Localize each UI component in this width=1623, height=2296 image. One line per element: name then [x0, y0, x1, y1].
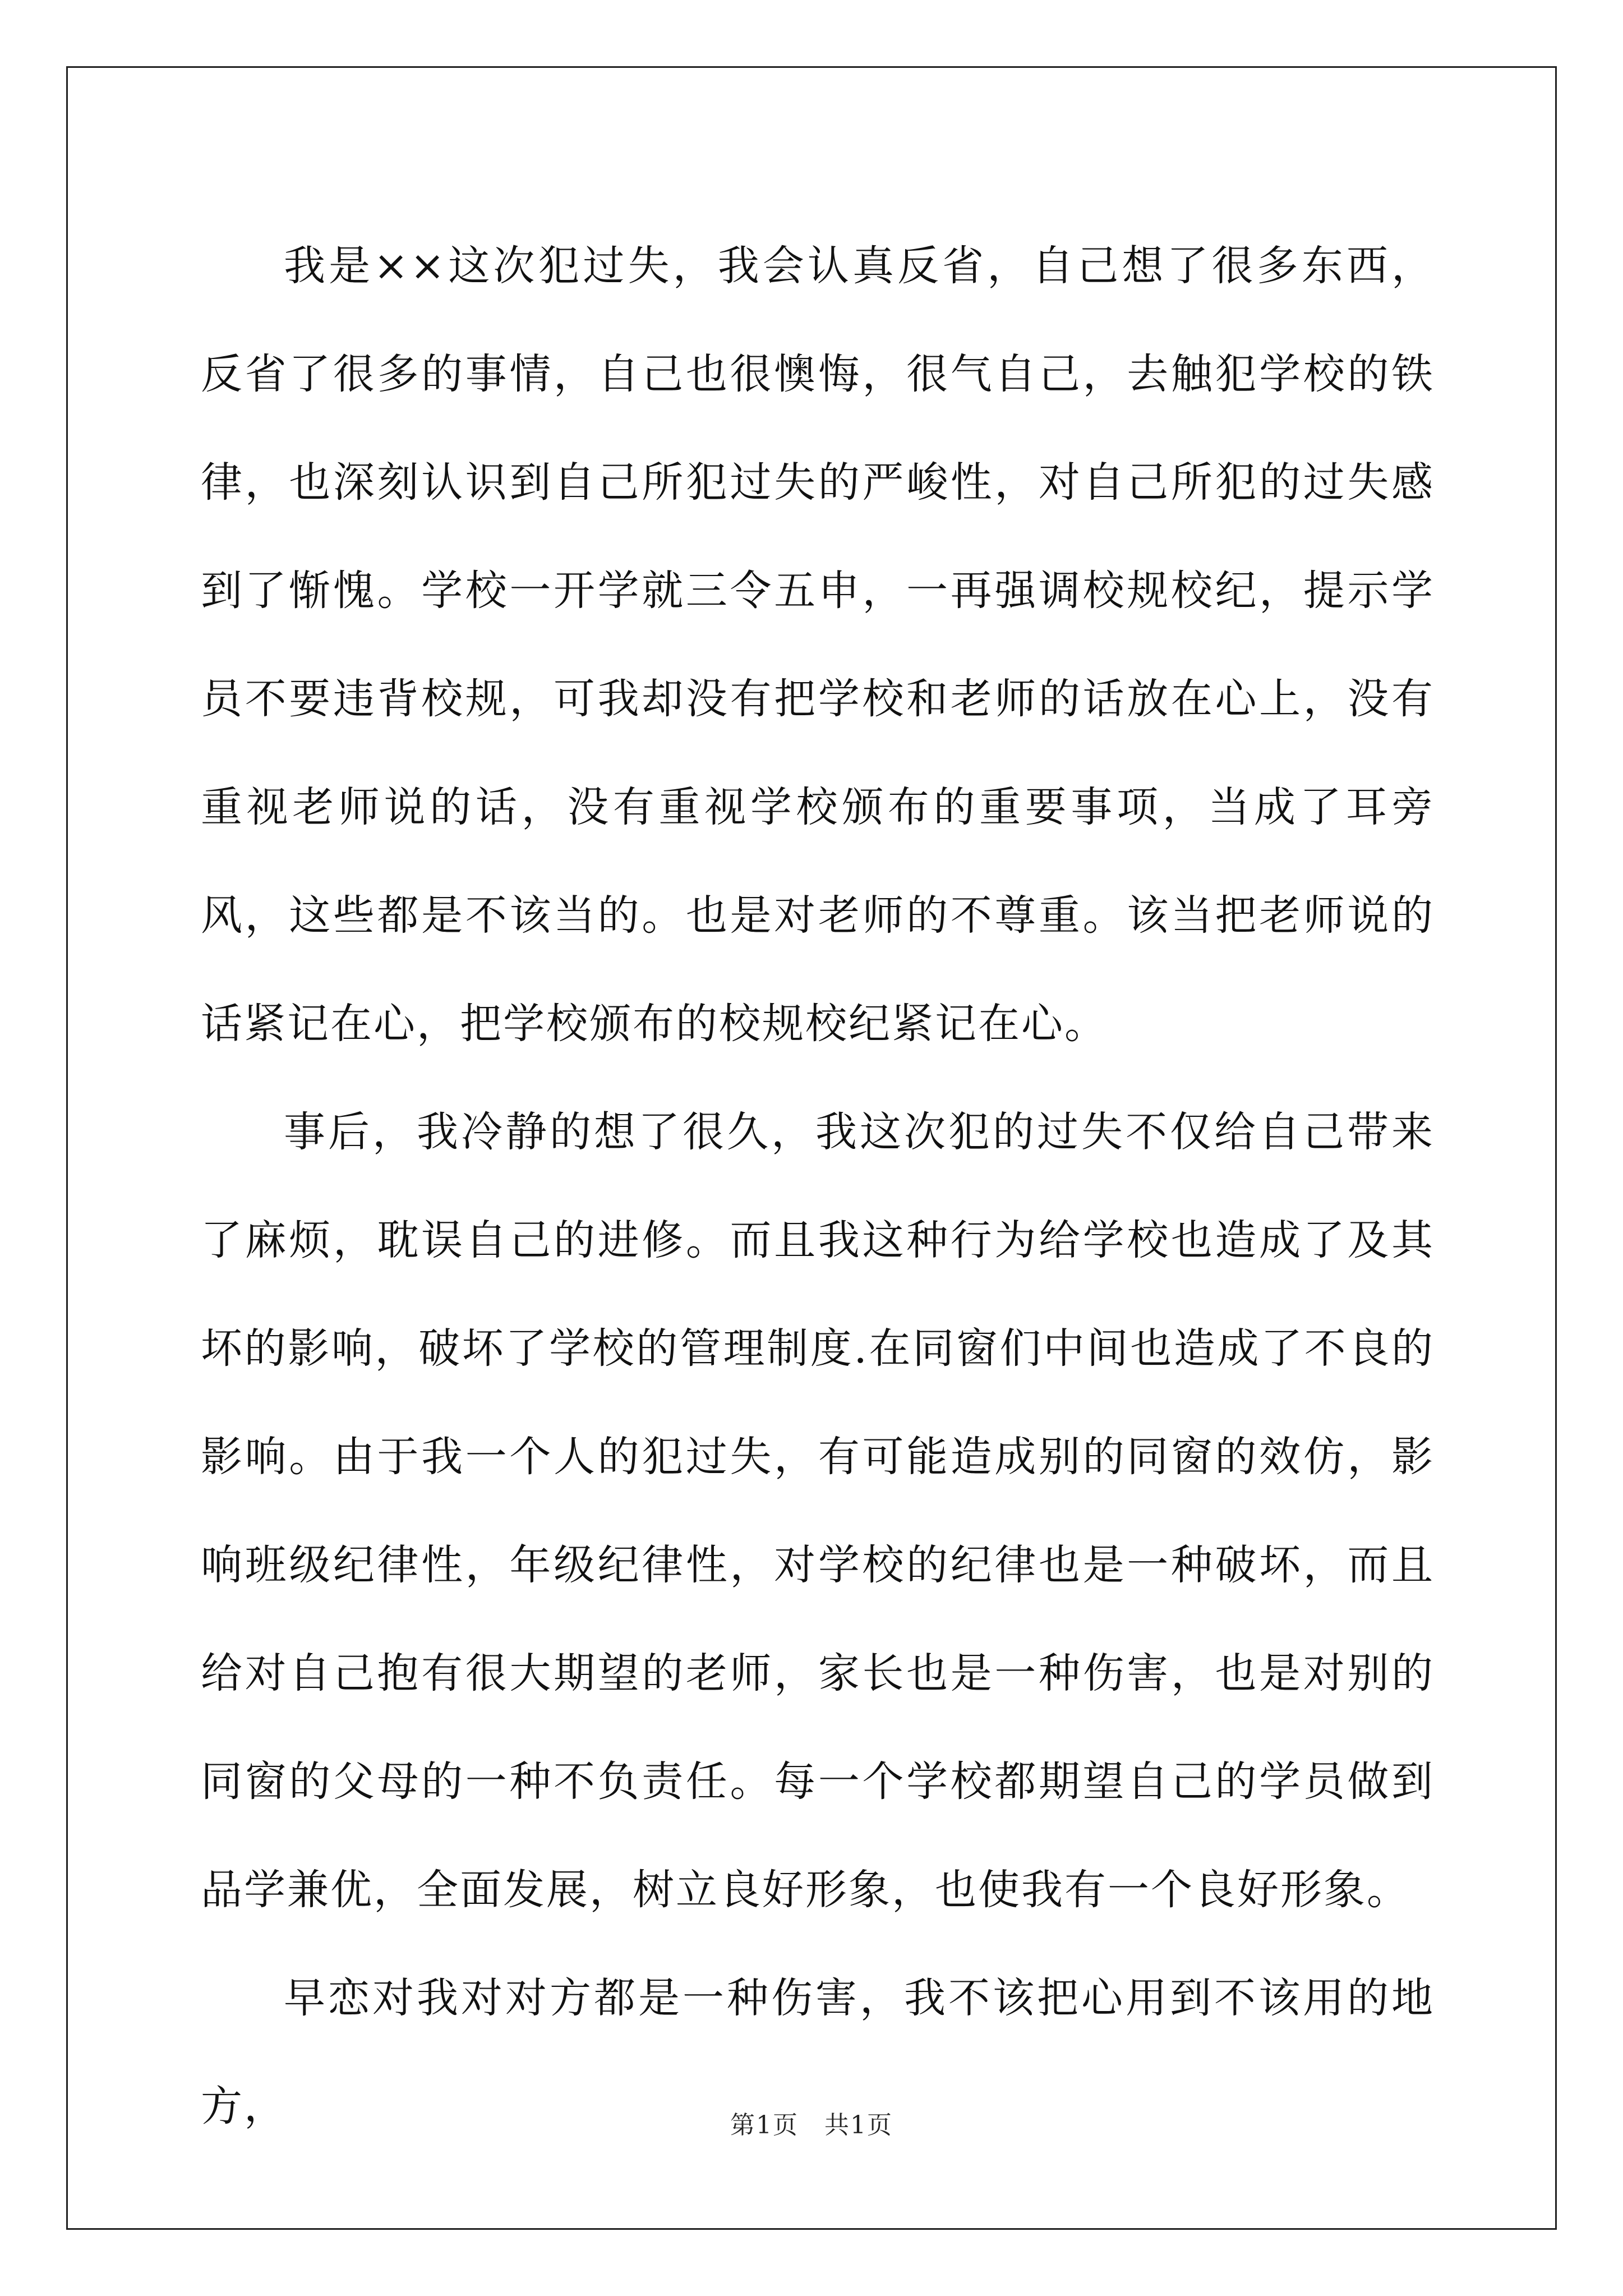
paragraph-2: 事后，我冷静的想了很久，我这次犯的过失不仅给自己带来了麻烦，耽误自己的进修。而且我这种行为给学校也造成了及其坏的影响，破坏了学校的管理制度.在同窗们中间也造成了不良的影响。由于我一个人的犯过失，有可能造成别的同窗的效仿，影响班级纪律性，年级纪律性，对学校的纪律也是一种破坏，而且给对自己抱有很大期望的老师，家长也是一种伤害，也是对别的同窗的父母的一种不负责任。每一个学校都期望自己的学员做到品学兼优，全面发展，树立良好形象，也使我有一个良好形象。	[201, 1108, 1435, 1914]
paragraph-3: 早恋对我对对方都是一种伤害，我不该把心用到不该用的地方，	[201, 1974, 1435, 2131]
paragraph-1: 我是××这次犯过失，我会认真反省，自己想了很多东西，反省了很多的事情，自己也很懊悔，很气自己，去触犯学校的铁律，也深刻认识到自己所犯过失的严峻性，对自己所犯的过失感到了惭愧。学校一开学就三令五申，一再强调校规校纪，提示学员不要违背校规，可我却没有把学校和老师的话放在心上，没有重视老师说的话，没有重视学校颁布的重要事项，当成了耳旁风，这些都是不该当的。也是对老师的不尊重。该当把老师说的话紧记在心，把学校颁布的校规校纪紧记在心。	[201, 242, 1435, 1048]
document-body	[201, 212, 1435, 2161]
page-number-footer: 第1页 共1页	[730, 2111, 893, 2139]
